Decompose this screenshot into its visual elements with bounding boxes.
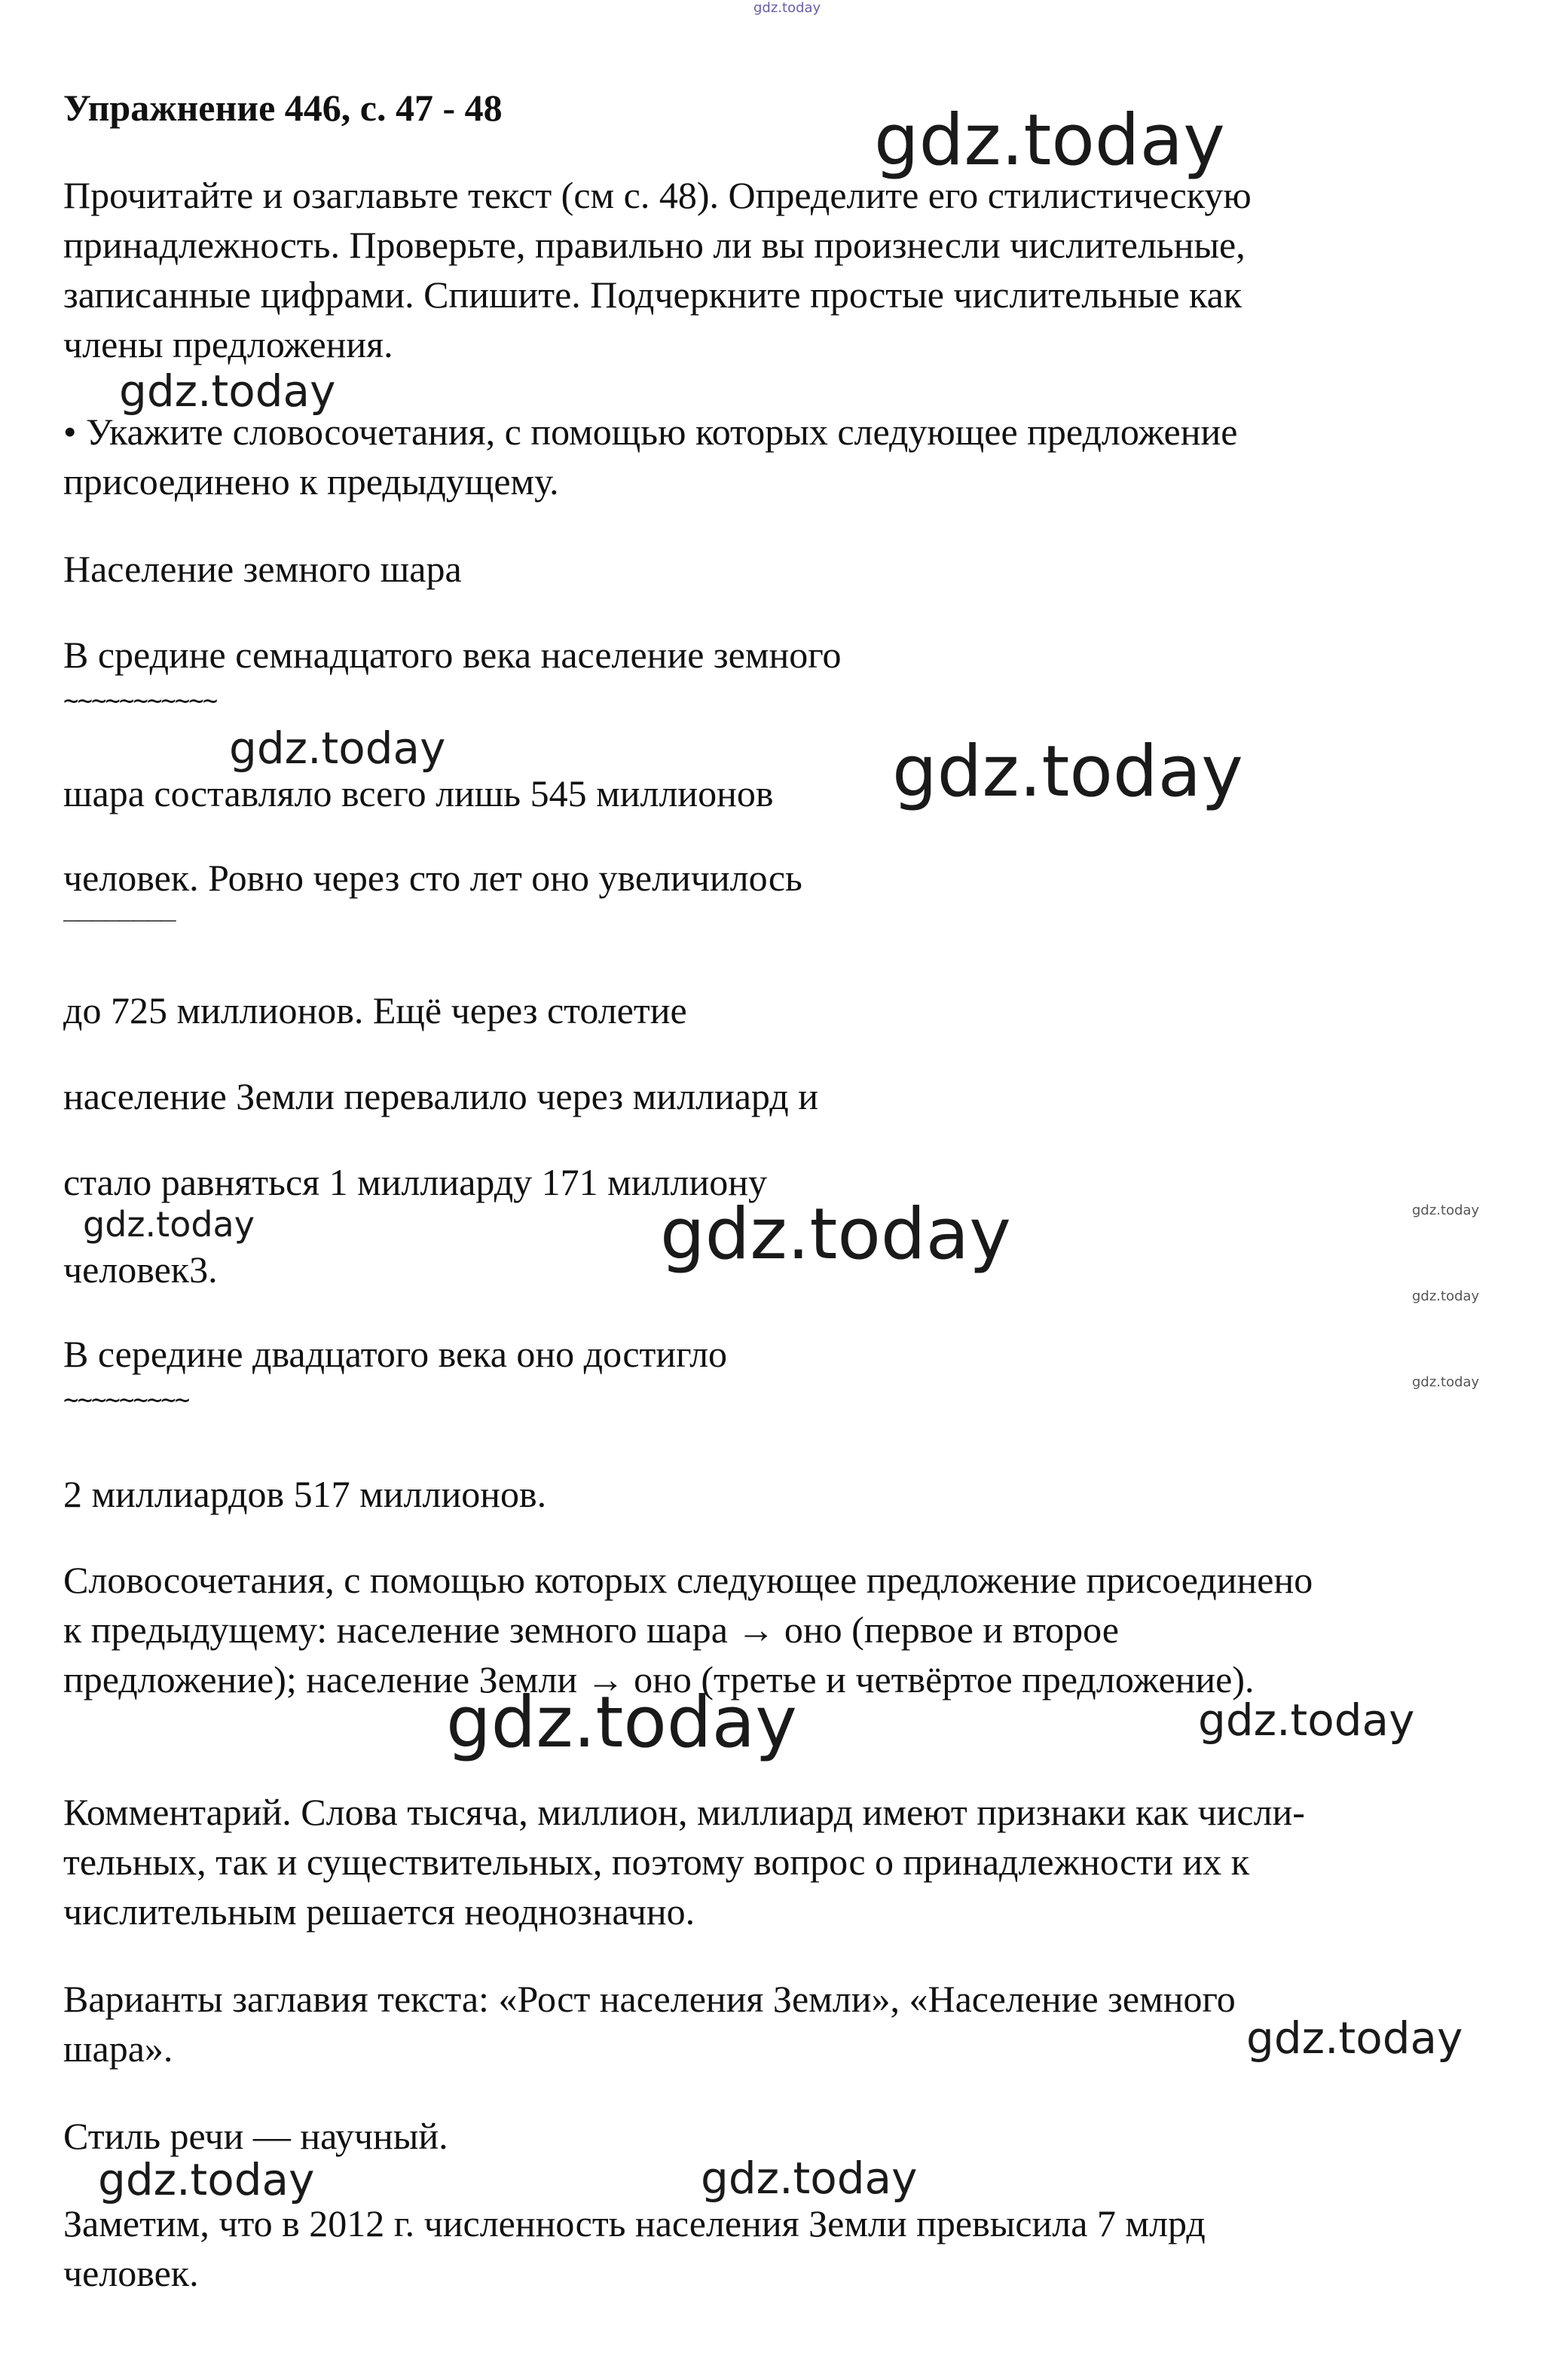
- comment-line-2: тельных, так и существительных, поэтому вопрос о принадлежности их к: [63, 1841, 1249, 1883]
- task-line-4: члены предложения.: [63, 323, 393, 365]
- watermark-12: gdz.today: [1246, 2012, 1463, 2064]
- text-line-5: население Земли перевалило через миллиард и: [63, 1075, 818, 1117]
- task-line-1: Прочитайте и озаглавьте текст (см с. 48). Определите его стилистическую: [63, 174, 1252, 216]
- text-line-2: шара составляло всего лишь 545 миллионов: [63, 772, 774, 814]
- text-line-7: человек3.: [63, 1248, 218, 1291]
- watermark-top: gdz.today: [753, 0, 821, 16]
- task-line-2: принадлежность. Проверьте, правильно ли вы произнесли числительные,: [63, 224, 1246, 266]
- text-line-3: человек. Ровно через сто лет оно увеличилось: [63, 857, 802, 899]
- watermark-8: gdz.today: [1412, 1288, 1480, 1304]
- watermark-4: gdz.today: [892, 731, 1243, 813]
- answer-line-1: Словосочетания, с помощью которых следующее предложение присоединено: [63, 1559, 1313, 1601]
- comment-line-3: числительным решается неоднозначно.: [63, 1890, 695, 1933]
- wavy-underline-1: ~~~~~~~~~~~: [63, 686, 217, 716]
- title-variants-line-1: Варианты заглавия текста: «Рост населения Земли», «Население земного: [63, 1978, 1236, 2020]
- watermark-1: gdz.today: [874, 99, 1225, 182]
- note-line-2: человек.: [63, 2252, 199, 2294]
- wavy-underline-2: ~~~~~~~~~: [63, 1385, 189, 1415]
- text-line-9: 2 миллиардов 517 миллионов.: [63, 1473, 547, 1515]
- text-line-1: В средине семнадцатого века население земного: [63, 634, 842, 676]
- watermark-7: gdz.today: [1412, 1202, 1480, 1218]
- subtask-line-1: • Укажите словосочетания, с помощью которых следующее предложение: [63, 411, 1238, 453]
- watermark-10: gdz.today: [446, 1682, 797, 1764]
- watermark-14: gdz.today: [701, 2153, 918, 2204]
- exercise-title: Упражнение 446, с. 47 - 48: [63, 87, 503, 129]
- answer-line-3: предложение); население Земли → оно (третье и четвёртое предложение).: [63, 1658, 1255, 1700]
- text-line-6: стало равняться 1 миллиарду 171 миллиону: [63, 1161, 767, 1203]
- watermark-9: gdz.today: [1412, 1374, 1480, 1390]
- comment-line-1: Комментарий. Слова тысяча, миллион, миллиард имеют признаки как числи-: [63, 1791, 1305, 1833]
- task-line-3: записанные цифрами. Спишите. Подчеркните простые числительные как: [63, 273, 1242, 316]
- watermark-11: gdz.today: [1198, 1694, 1415, 1746]
- answer-line-2: к предыдущему: население земного шара → оно (первое и второе: [63, 1609, 1119, 1651]
- dash-underline-1: ________: [63, 892, 175, 922]
- watermark-6: gdz.today: [660, 1193, 1011, 1276]
- watermark-3: gdz.today: [229, 723, 446, 774]
- text-line-4: до 725 миллионов. Ещё через столетие: [63, 989, 687, 1031]
- title-variants-line-2: шара».: [63, 2027, 173, 2070]
- text-line-8: В середине двадцатого века оно достигло: [63, 1333, 728, 1375]
- speech-style: Стиль речи — научный.: [63, 2115, 448, 2157]
- text-title: Население земного шара: [63, 548, 462, 590]
- subtask-line-2: присоединено к предыдущему.: [63, 460, 559, 503]
- watermark-2: gdz.today: [119, 365, 336, 417]
- note-line-1: Заметим, что в 2012 г. численность населения Земли превысила 7 млрд: [63, 2202, 1206, 2244]
- watermark-13: gdz.today: [98, 2154, 315, 2205]
- watermark-5: gdz.today: [83, 1204, 255, 1245]
